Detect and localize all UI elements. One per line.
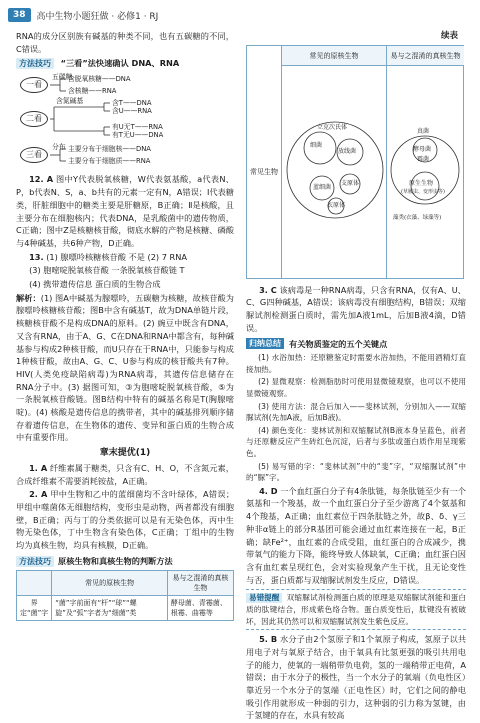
label-distribution: 分布 xyxy=(52,143,66,152)
label-protist-examples: (草履虫、变形虫等) xyxy=(401,188,445,195)
table-cell-1: “菌”字前面有“杆”“球”“螺旋”及“弧”字者为“细菌”类 xyxy=(52,595,168,620)
rtable-cell-diagram xyxy=(281,66,387,278)
table-corner xyxy=(17,570,52,595)
summary-tag: 归纳总结 xyxy=(246,338,284,349)
intro-paragraph: RNA的成分区别族有碱基的种类不同，也有五碳糖的不同，C错误。 xyxy=(16,31,234,54)
diagram-text-4b: 主要分布于细胞质——RNA xyxy=(68,157,151,166)
circle-diagram xyxy=(282,66,388,278)
rtable-cell-eukaryote xyxy=(387,66,464,278)
label-rickettsia: 立克次氏体 xyxy=(317,123,348,131)
label-protist: 原生生物 xyxy=(409,179,434,187)
q13-answer-3: (4) 携带遗传信息 蛋白质的生物合成 xyxy=(29,279,161,290)
label-cyanobacteria: 蓝细菌 xyxy=(313,183,332,191)
q5-text: 水分子由2个氢原子和1个氧原子构成，氢原子以共用电子对与氧原子结合，由于氧具有比氢更强的吸引共用电子的能力，使氧的一端稍带负电荷，氢的一端稍带正电荷，A错误；由于水分子的极性，当一个水分子的氧端（负电性区）靠近另一个水分子的氢端（正电性区）时，它们之间的静电吸引作用就形成一种弱的引力，这种弱的引力称为氢键，由于氢键的存在，水具有较高 xyxy=(246,634,467,721)
summary-point-3: (3) 使用方法：混合后加入——斐林试剂，分别加入——双缩脲试剂(先加A液，后加B液)。 xyxy=(246,401,466,423)
label-actinomycete: 放线菌 xyxy=(338,147,357,155)
summary-point-5: (5) 易写错的字：“斐林试剂”中的“斐”字，“双缩脲试剂”中的“脲”字。 xyxy=(246,461,466,483)
three-look-diagram xyxy=(16,71,234,169)
eukaryote-diagram xyxy=(387,66,464,278)
s2-text: 甲中生物和乙中的蓝细菌均不含叶绿体，A错误；甲组中噬菌体无细胞结构，变形虫是动物，两者都没有细胞壁，B正确；丙与丁的分类依据可以是有无染色体，丙中生物无染色体，丁中生物含有染色体，C正确；丁组中的生物均为真核生物，均具有核膜，D正确。 xyxy=(16,489,235,551)
explain-label: 解析： xyxy=(16,292,41,303)
summary-point-2: (2) 显微观察：检测脂肪时可使用显微镜观察，也可以不使用显微镜观察。 xyxy=(246,377,466,398)
table-col1-header: 常见的原核生物 xyxy=(52,570,168,595)
q13-number: 13. xyxy=(29,251,44,262)
rtable-row-label: 常见生物 xyxy=(250,167,278,176)
table-header-row xyxy=(17,570,234,595)
label-base-1: 含氮碱基 xyxy=(56,97,84,106)
q3-text: 该病毒是一种RNA病毒，只含有RNA，仅有A、U、C、G四种碱基，A错误；该病毒没有细胞结构，B错误；双缩脲试剂检测蛋白质时，需先加A液1mL，后加B液4滴，D错误。 xyxy=(246,284,466,333)
summary-point-4: (4) 颜色变化：斐林试剂和双缩脲试剂B液本身呈蓝色，前者与还原糖反应产生砖红色沉淀，后者与多肽或蛋白质作用呈现紫色。 xyxy=(246,425,466,458)
question-12 xyxy=(16,173,234,249)
q5-number: 5. B xyxy=(259,634,278,645)
s2-number: 2. A xyxy=(29,489,48,500)
diagram-text-3a: 有U无T——RNA xyxy=(112,123,163,132)
label-fungi: 真菌 xyxy=(417,127,430,135)
summary-title: 有关物质鉴定的五个关键点 xyxy=(289,338,388,349)
question-5 xyxy=(246,633,466,722)
method-tip-1 xyxy=(16,57,234,69)
diagram-text-1a: 含脱氧核糖——DNA xyxy=(68,75,131,84)
rtable-col2-header: 易与之混淆的真核生物 xyxy=(387,46,464,66)
q13-answer-2: (3) 胞嘧啶脱氧核苷酸 一条脱氧核苷酸链 T xyxy=(29,265,185,276)
diagram-text-2b: 含U——RNA xyxy=(112,107,152,116)
label-chlamydia: 衣原体 xyxy=(327,201,346,209)
tip-tag: 方法技巧 xyxy=(16,58,54,69)
s1-number: 1. A xyxy=(29,462,48,473)
page-number: 38 xyxy=(8,8,31,22)
label-bacteria: 细菌 xyxy=(310,141,323,149)
q4-number: 4. D xyxy=(259,485,278,496)
diagram-lines xyxy=(16,71,234,169)
question-s2 xyxy=(16,488,234,552)
summary-point-1: (1) 水浴加热：还原糖鉴定时需要水浴加热，不能用酒精灯直接加热。 xyxy=(246,353,466,374)
left-column xyxy=(16,30,234,621)
q12-text: 图中Y代表脱氧核糖，W代表氨基酸，a代表N、P，b代表N、S，a、b共有的元素一定有N，A错误；Ⅰ代表糖类，肝脏细胞中的糖类主要是肝糖原，B正确；Ⅱ是核酸，且主要分布在细胞核内；代表DNA，是乳酸菌中的遗传物质，C正确；图中Z是核糖核苷酸，彻底水解的产物是核糖、磷酸与4种碱基，共6种产物，D正确。 xyxy=(16,174,234,248)
question-s1 xyxy=(16,462,234,487)
diagram-text-1b: 含核糖——RNA xyxy=(68,87,117,96)
explain-text: (1) 图A中碱基为腺嘌呤，五碳糖为核糖，故核苷酸为腺嘌呤核糖核苷酸；图B中含有碱基T，故为DNA单链片段，核糖核苷酸不是构成DNA的原料。(2) 豌豆中既含有DNA，又含有RNA，由于A、G、C在DNA和RNA中都含有，每种碱基参与构成2种核苷酸，而U只存在于RNA中，只能参与构成1种核苷酸，故由A、G、C、U参与构成的核苷酸共有7种。HIV(人类免疫缺陷病毒)为RNA病毒，其遗传信息储存在RNA分子中。(3) 据图可知，③为胞嘧啶脱氧核苷酸，⑤为一条脱氧核苷酸链。图B结构中特有的碱基名称是T(胸腺嘧啶)。(4) 核酸是遗传信息的携带者，其中的碱基排列顺序储存着遗传信息，在生物体的遗传、变异和蛋白质的生物合成中有重要作用。 xyxy=(16,292,234,443)
error-hint-box xyxy=(246,589,466,630)
diagram-text-4a: 主要分布于细胞核——DNA xyxy=(68,145,151,154)
explanation-13 xyxy=(16,292,234,444)
table-row xyxy=(17,595,234,620)
tip2-title: 原核生物和真核生物的判断方法 xyxy=(58,555,173,566)
tip2-tag: 方法技巧 xyxy=(16,556,54,567)
question-13 xyxy=(16,251,234,264)
section-title: 章末提优(1) xyxy=(99,448,151,459)
diagram-text-3b: 有T无U——DNA xyxy=(112,131,164,140)
s1-text: 纤维素属于糖类，只含有C、H、O，不含氮元素，合成纤维素不需要消耗铵盐，A正确。 xyxy=(16,462,234,486)
diagram-text-2a: 含T——DNA xyxy=(112,99,152,108)
label-pentose: 五碳糖 xyxy=(52,73,73,82)
label-yeast: 酵母菌 xyxy=(413,145,432,153)
continued-table xyxy=(246,45,464,279)
table-row-label: 界定“菌”字 xyxy=(17,595,52,620)
stage-3-oval: 三看 xyxy=(20,147,48,163)
summary-heading xyxy=(246,338,466,351)
hint-tag: 易错提醒 xyxy=(246,593,282,603)
q12-number: 12. A xyxy=(29,174,54,185)
continued-label: 续表 xyxy=(440,31,458,41)
q13-answer-1: (1) 腺嘌呤核糖核苷酸 不是 (2) 7 RNA xyxy=(46,251,187,262)
rtable-col1-header: 常见的原核生物 xyxy=(281,46,387,66)
table-col2-header: 易与之混淆的真核生物 xyxy=(167,570,233,595)
label-algae: 藻类(衣藻、绿藻等) xyxy=(393,214,442,221)
hint-text: 双缩脲试剂检测蛋白质的原理是双缩脲试剂能和蛋白质的肽键结合，形成紫色络合物。蛋白质变性后，肽键没有被破坏，因此其仍然可以和双缩脲试剂发生紫色反应。 xyxy=(246,593,466,626)
q3-number: 3. C xyxy=(259,284,277,295)
question-3 xyxy=(246,284,466,335)
right-column xyxy=(246,30,466,723)
label-mycoplasma: 支原体 xyxy=(341,179,360,187)
q4-text: 一个血红蛋白分子有4条肽链，每条肽链至少有一个氨基和一个羧基，故一个血红蛋白分子至少游离了4个氨基和4个羧基，A正确；血红素位于四条肽链之外，故β、δ、γ三种非α链上的部分R基团可能会通过血红素连接在一起，B正确；缺Fe²⁺，血红素的合成受阻，血红蛋白的合成减少，携带氧气的能力下降，能终导致人体缺氧，C正确；血红蛋白因含有血红素呈现红色，会对实验现象产生干扰，且无论变性与否，蛋白质都与双缩脲试剂发生反应，D错误。 xyxy=(246,485,466,585)
question-4 xyxy=(246,485,466,587)
method-tip-2 xyxy=(16,555,234,568)
label-mold: 霉菌 xyxy=(417,155,430,163)
table-cell-2: 酵母菌、青霉菌、根霉、曲霉等 xyxy=(167,595,233,620)
tip-title: “三看”法快速确认 DNA、RNA xyxy=(60,58,180,69)
prokaryote-table xyxy=(16,570,234,621)
stage-1-oval: 一看 xyxy=(20,77,48,93)
book-title: 高中生物小题狂做 · 必修1 · RJ xyxy=(36,11,159,22)
page-header xyxy=(8,7,158,23)
stage-2-oval: 二看 xyxy=(20,111,48,127)
